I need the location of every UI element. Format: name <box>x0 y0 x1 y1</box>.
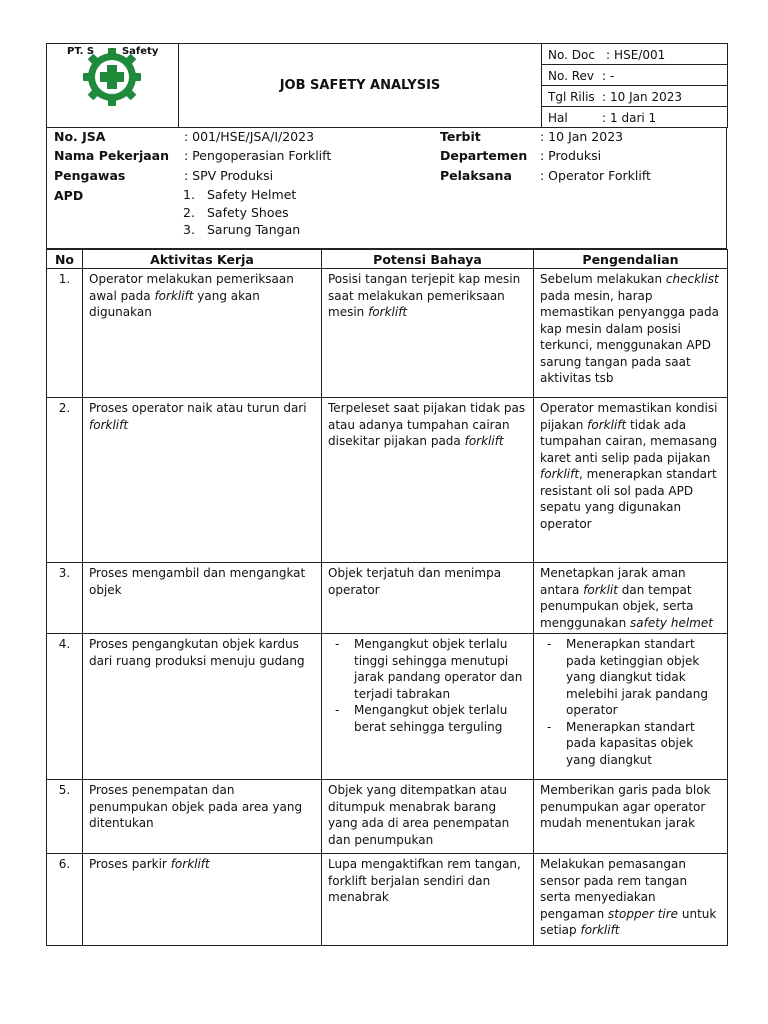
row-number: 6. <box>47 854 83 946</box>
col-header-aktivitas: Aktivitas Kerja <box>83 250 322 269</box>
apd-item: 2. Safety Shoes <box>183 204 289 220</box>
aktivitas-cell <box>83 634 322 780</box>
no-jsa-value: : 001/HSE/JSA/I/2023 <box>184 129 315 144</box>
dash-list-item: - Menerapkan standart pada kapasitas objek yang diangkut <box>540 719 721 769</box>
table-row <box>47 269 728 398</box>
pengawas-value: : SPV Produksi <box>184 168 274 183</box>
dash-list-item: - Mengangkut objek terlalu berat sehingga terguling <box>328 702 527 735</box>
text-segment: Proses pengangkutan objek kardus dari ruang produksi menuju gudang <box>89 637 305 668</box>
col-header-pengendalian: Pengendalian <box>534 250 728 269</box>
apd-item: 3. Sarung Tangan <box>183 222 301 237</box>
aktivitas-cell <box>83 780 322 854</box>
nama-pekerjaan-label: Nama Pekerjaan <box>54 148 170 163</box>
dash-list <box>540 636 721 768</box>
text-segment: forklift <box>89 417 129 432</box>
aktivitas-cell <box>83 854 322 946</box>
table-row <box>47 634 728 780</box>
row-number: 1. <box>47 269 83 398</box>
text-segment: checklist <box>665 272 719 286</box>
table-row <box>47 780 728 854</box>
potensi-bahaya-cell <box>322 780 534 854</box>
text-segment: forklift <box>580 923 620 937</box>
pengendalian-cell <box>534 634 728 780</box>
pelaksana-label: Pelaksana <box>440 168 512 183</box>
aktivitas-cell <box>83 398 322 563</box>
text-segment: , menerapkan standart resistant oli sol pada APD sepatu yang digunakan operator <box>540 467 717 531</box>
table-row <box>47 854 728 946</box>
terbit-label: Terbit <box>440 129 481 144</box>
text-segment: stopper tire <box>608 906 679 921</box>
text-segment: forklift <box>587 417 627 432</box>
dash-list-item: - Mengangkut objek terlalu tinggi sehingga menutupi jarak pandang operator dan terjadi tabrakan <box>328 636 527 702</box>
jsa-table <box>46 249 728 946</box>
aktivitas-cell <box>83 269 322 398</box>
text-segment: dan tempat penumpukan objek, serta menggunakan <box>540 582 694 630</box>
apd-label: APD <box>54 188 84 203</box>
departemen-label: Departemen <box>440 148 528 163</box>
aktivitas-cell <box>83 563 322 634</box>
pengendalian-cell <box>534 563 728 634</box>
pengendalian-cell <box>534 398 728 563</box>
nama-pekerjaan-value: : Pengoperasian Forklift <box>184 148 332 163</box>
text-segment: forklift <box>464 434 504 448</box>
text-segment: Lupa mengaktifkan rem tangan, forklift berjalan sendiri dan menabrak <box>328 857 521 904</box>
jsa-info-section <box>46 128 727 249</box>
departemen-value: : Produksi <box>540 148 602 163</box>
text-segment: untuk setiap <box>540 906 717 937</box>
text-segment: Proses mengambil dan mengangkat objek <box>89 566 306 597</box>
text-segment: forklit <box>583 582 618 597</box>
col-header-bahaya: Potensi Bahaya <box>322 250 534 269</box>
text-segment: Objek yang ditempatkan atau ditumpuk menabrak barang yang ada di area penempatan dan penumpukan <box>328 783 510 847</box>
logo-cell <box>47 44 179 128</box>
jsa-document <box>46 43 727 946</box>
pengendalian-cell <box>534 269 728 398</box>
text-segment: forklift <box>154 288 194 303</box>
meta-page: Hal : 1 dari 1 <box>542 107 728 128</box>
table-row <box>47 398 728 563</box>
text-segment: Proses parkir <box>89 857 171 871</box>
company-name: PT. S Safety <box>67 46 159 57</box>
text-segment: Melakukan pemasangan sensor pada rem tangan serta menyediakan pengaman <box>540 857 688 921</box>
table-row <box>47 563 728 634</box>
meta-doc-no: No. Doc : HSE/001 <box>542 44 728 65</box>
pengendalian-cell <box>534 854 728 946</box>
text-segment: Operator memastikan kondisi pijakan <box>540 401 718 432</box>
text-segment: Terpeleset saat pijakan tidak pas atau adanya tumpahan cairan disekitar pijakan pada <box>328 401 526 448</box>
potensi-bahaya-cell <box>322 563 534 634</box>
row-number: 3. <box>47 563 83 634</box>
col-header-no: No <box>47 250 83 269</box>
document-header <box>46 43 728 128</box>
no-jsa-label: No. JSA <box>54 129 106 144</box>
text-segment: Objek terjatuh dan menimpa operator <box>328 566 502 597</box>
text-segment: Proses operator naik atau turun dari <box>89 401 307 415</box>
text-segment: tidak ada tumpahan cairan, memasang karet anti selip pada pijakan <box>540 417 718 465</box>
pengawas-label: Pengawas <box>54 168 126 183</box>
row-number: 5. <box>47 780 83 854</box>
apd-item: 1. Safety Helmet <box>183 187 297 202</box>
potensi-bahaya-cell <box>322 398 534 563</box>
dash-list-item: - Menerapkan standart pada ketinggian objek yang diangkut tidak melebihi jarak pandang operator <box>540 636 721 719</box>
text-segment: forklift <box>368 305 408 319</box>
terbit-value: : 10 Jan 2023 <box>540 129 624 144</box>
row-number: 4. <box>47 634 83 780</box>
row-number: 2. <box>47 398 83 563</box>
meta-release-date: Tgl Rilis : 10 Jan 2023 <box>542 86 728 107</box>
text-segment: safety helmet <box>630 615 713 630</box>
document-title: JOB SAFETY ANALYSIS <box>179 44 542 128</box>
text-segment: forklift <box>540 467 580 481</box>
meta-rev: No. Rev : - <box>542 65 728 86</box>
text-segment: yang akan digunakan <box>89 288 260 319</box>
text-segment: Sebelum melakukan <box>540 272 666 286</box>
pelaksana-value: : Operator Forklift <box>540 168 651 183</box>
text-segment: Menetapkan jarak aman antara <box>540 566 686 597</box>
potensi-bahaya-cell <box>322 269 534 398</box>
text-segment: Operator melakukan pemeriksaan awal pada <box>89 272 294 303</box>
potensi-bahaya-cell <box>322 634 534 780</box>
apd-list <box>183 187 300 240</box>
dash-list <box>328 636 527 735</box>
text-segment: Posisi tangan terjepit kap mesin saat melakukan pemeriksaan mesin <box>328 272 521 319</box>
table-header-row <box>47 250 728 269</box>
text-segment: pada mesin, harap memastikan penyangga pada kap mesin dalam posisi terkunci, menggunakan APD sarung tangan pada saat aktivitas tsb <box>540 288 719 385</box>
text-segment: forklift <box>170 857 210 871</box>
text-segment: Proses penempatan dan penumpukan objek pada area yang ditentukan <box>89 783 303 830</box>
text-segment: Memberikan garis pada blok penumpukan agar operator mudah menentukan jarak <box>540 783 711 830</box>
pengendalian-cell <box>534 780 728 854</box>
potensi-bahaya-cell <box>322 854 534 946</box>
